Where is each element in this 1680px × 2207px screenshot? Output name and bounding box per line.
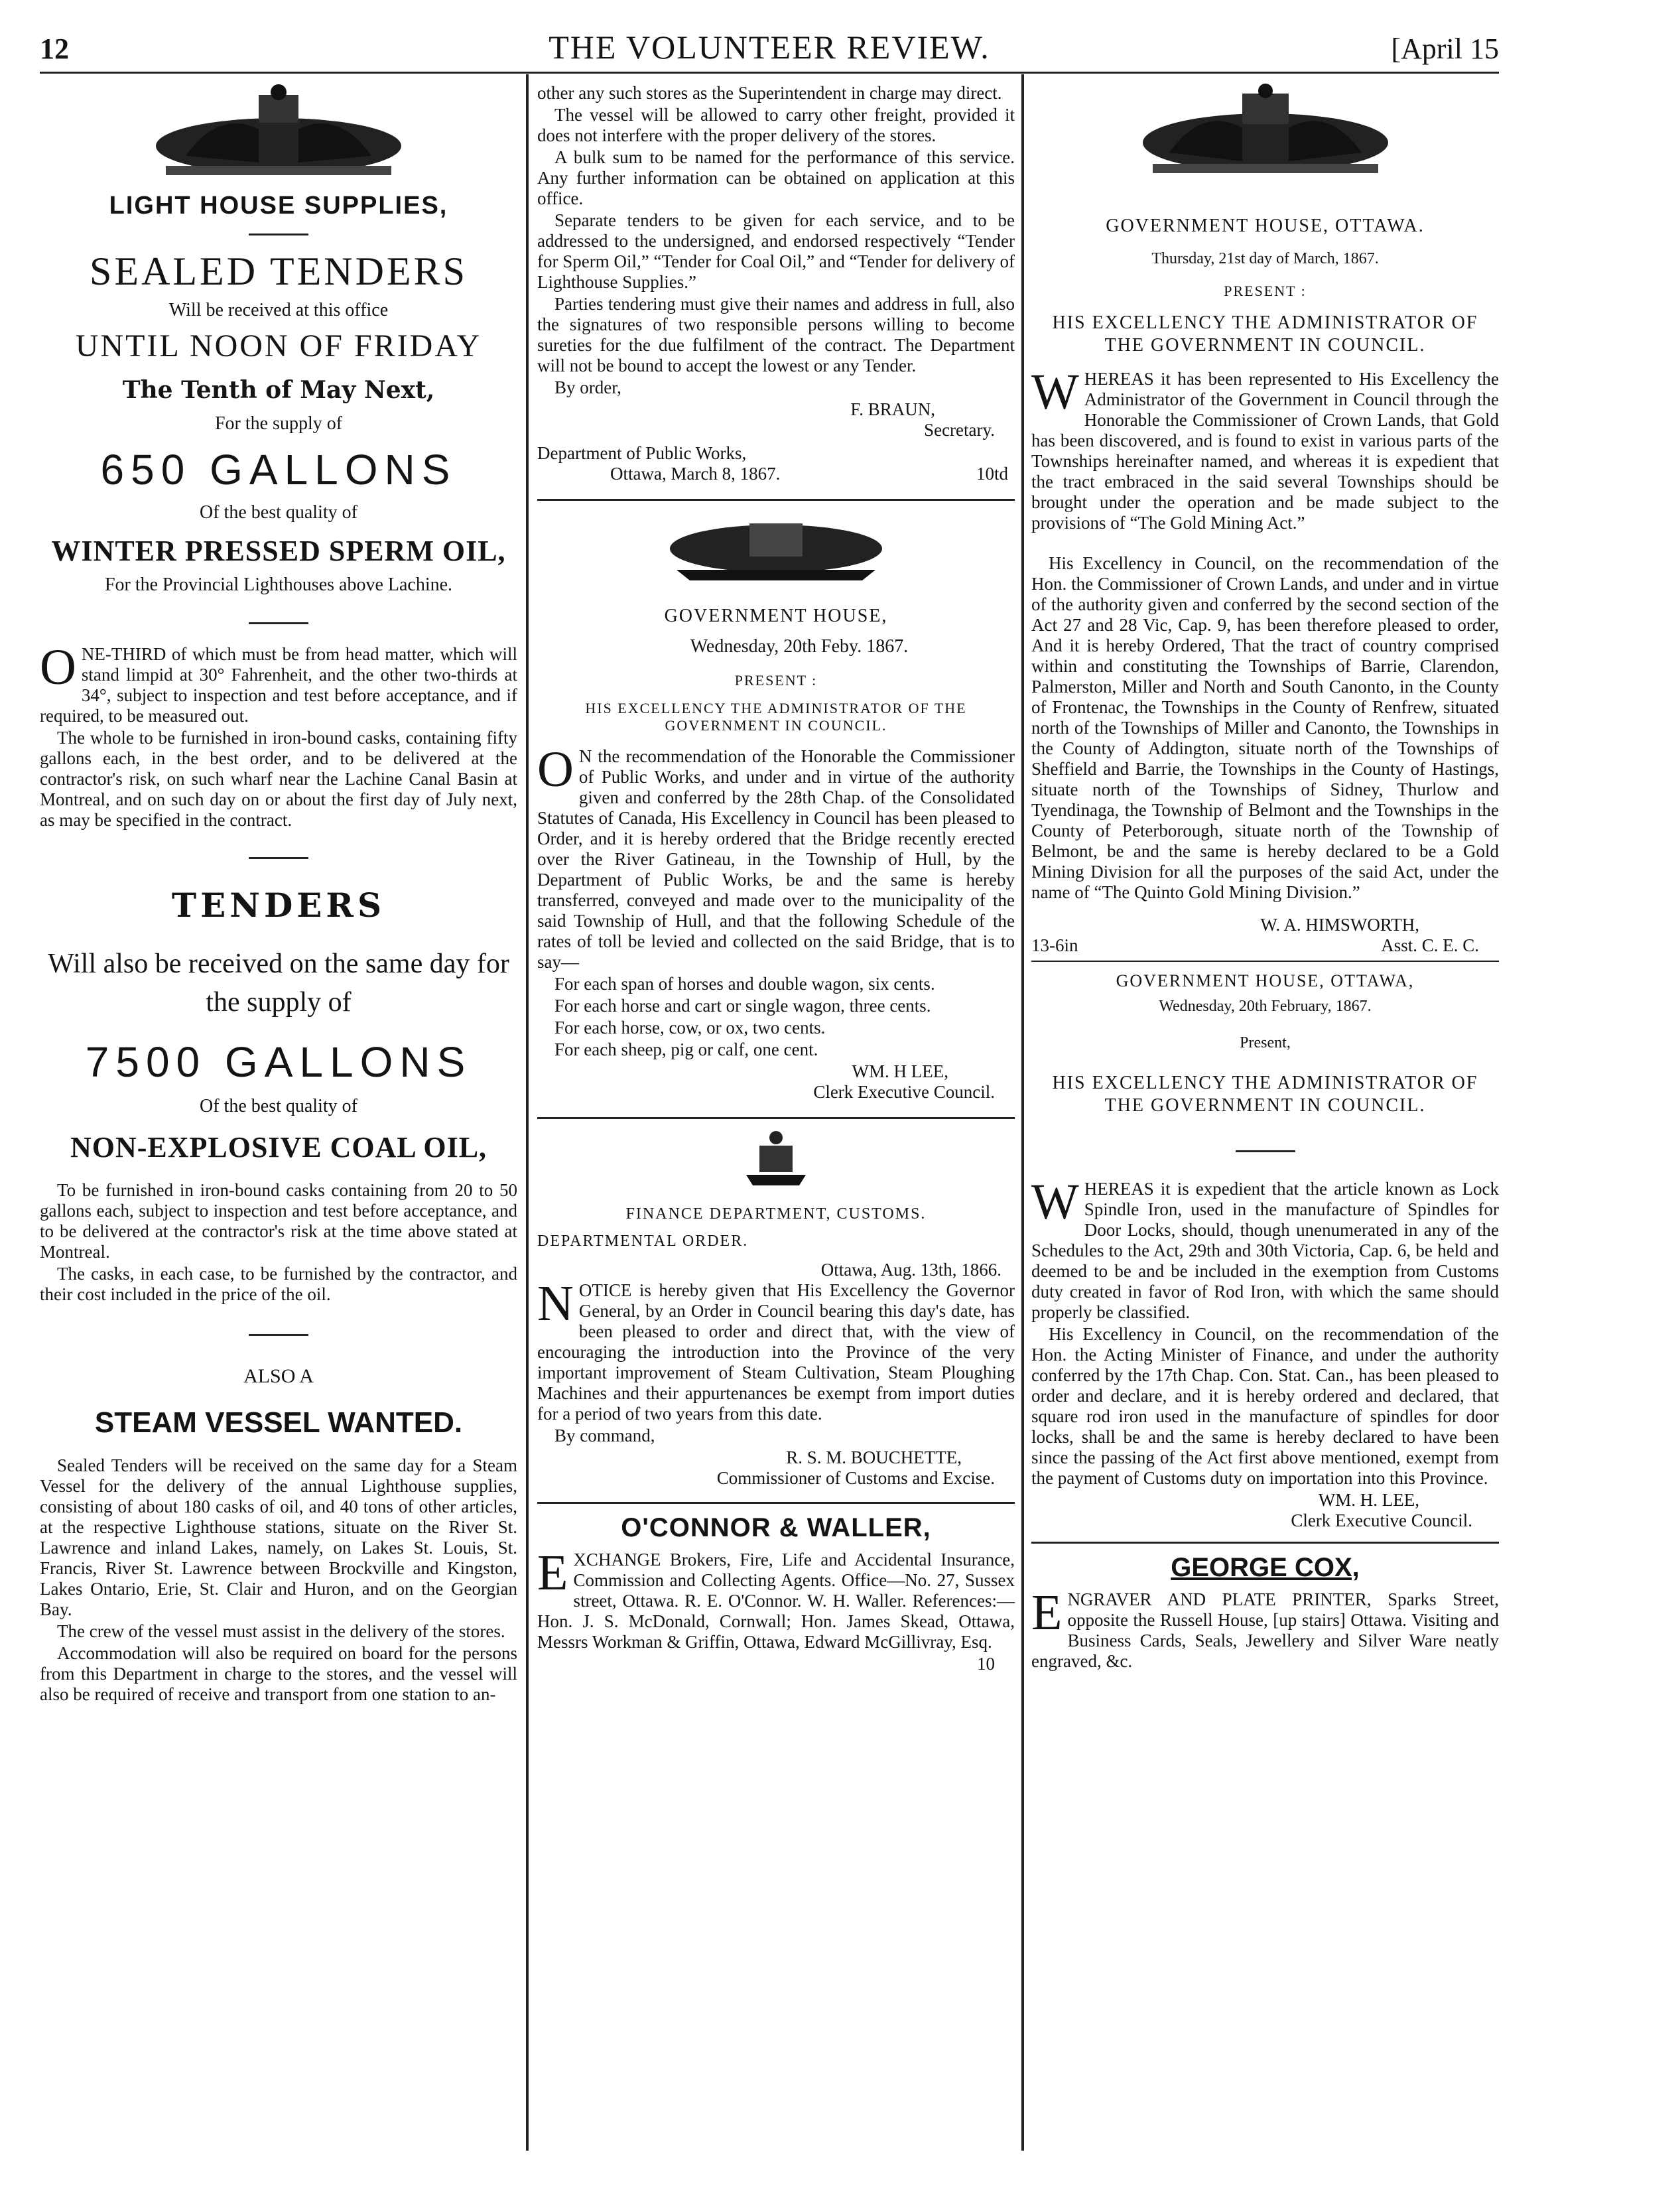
divider <box>537 1117 1015 1119</box>
royal-crest-icon <box>1133 83 1398 182</box>
section-heading: FINANCE DEPARTMENT, CUSTOMS. <box>625 1205 927 1223</box>
headline-quantity: 7500 GALLONS <box>85 1038 472 1086</box>
body-text <box>537 83 1015 398</box>
signature-title: Commissioner of Customs and Excise. <box>716 1468 995 1488</box>
paragraph: HEREAS it has been represented to His Excellency the Administrator of the Government in Council through the Honorable the Commissioner of Crown Lands, that Gold has been discovered, and is found to exist in various parts of the Townships hereinafter named, and whereas it is expedient that the tract embraced in the said several Townships should be brought under the operation and be made subject to the provisions of “The Gold Mining Act.” <box>1031 369 1499 533</box>
headline-sealed-tenders: SEALED TENDERS <box>90 249 468 293</box>
divider <box>537 1502 1015 1504</box>
paragraph: To be furnished in iron-bound casks containing from 20 to 50 gallons each, subject to inspection and test before acceptance, and to be delivered at the contractor's risk at the time above stated at Montreal. <box>40 1180 517 1262</box>
ad-code: 13-6in <box>1031 935 1078 955</box>
by-order: By order, <box>554 377 621 397</box>
body-text <box>1031 364 1499 903</box>
header-rule <box>40 72 1499 74</box>
toll-line: For each horse, cow, or ox, two cents. <box>554 1018 826 1037</box>
subline: Will be received at this office <box>168 300 389 320</box>
drop-cap: E <box>1031 1585 1063 1640</box>
headline-product: WINTER PRESSED SPERM OIL, <box>51 535 506 567</box>
body-text <box>40 639 517 831</box>
toll-line: For each sheep, pig or calf, one cent. <box>554 1039 818 1059</box>
body-text <box>1031 1174 1499 1489</box>
drop-cap: E <box>537 1545 568 1601</box>
toll-line: For each span of horses and double wagon, six cents. <box>554 974 935 994</box>
divider <box>249 1334 308 1336</box>
subline: For the Provincial Lighthouses above Lachine. <box>104 574 453 595</box>
paragraph: Sealed Tenders will be received on the same day for a Steam Vessel for the delivery of the annual Lighthouse supplies, consisting of about 180 casks of oil, and 40 tons of other articles, at the respective Lighthouse stations, situate on the River St. Lawrence and inland Lakes, namely, on Lakes St. Louis, St. Francis, River St. Lawrence between Brockville and Kingston, Lakes Ontario, Erie, St. Clair and Huron, and on the Georgian Bay. <box>40 1455 517 1619</box>
subheadline: Will also be received on the same day for the supply of <box>48 949 509 1018</box>
toll-line: For each horse and cart or single wagon, three cents. <box>554 996 931 1016</box>
headline-steam-vessel: STEAM VESSEL WANTED. <box>94 1406 463 1439</box>
column-1 <box>40 83 517 1706</box>
body-text <box>537 1276 1015 1446</box>
drop-cap: O <box>40 639 76 695</box>
drop-cap: N <box>537 1276 574 1331</box>
column-divider <box>526 74 529 2151</box>
dept-date-line <box>537 464 1015 484</box>
signature-title: Asst. C. E. C. <box>1381 935 1479 955</box>
issue-date: [April 15 <box>1391 33 1499 65</box>
date-line: Ottawa, Aug. 13th, 1866. <box>820 1260 1002 1280</box>
signature-name: WM. H. LEE, <box>1318 1490 1419 1510</box>
drop-cap: W <box>1031 364 1079 420</box>
royal-crest-icon <box>146 83 411 182</box>
page-header <box>40 28 1499 74</box>
section-heading: GOVERNMENT HOUSE, OTTAWA, <box>1116 971 1415 990</box>
present-label: Present, <box>1240 1034 1291 1051</box>
by-command: By command, <box>554 1426 655 1445</box>
paragraph: NGRAVER AND PLATE PRINTER, Sparks Street, opposite the Russell House, [up stairs] Ottawa. Visiting and Business Cards, Seals, Jewellery and Silver Ware neatly engraved, &c. <box>1031 1589 1499 1671</box>
signature-title: Clerk Executive Council. <box>813 1082 995 1102</box>
section-heading: GOVERNMENT HOUSE, <box>664 606 888 626</box>
subline: Of the best quality of <box>200 502 357 523</box>
signature-name: F. BRAUN, <box>850 399 935 419</box>
dept-date: Ottawa, March 8, 1867. <box>610 464 781 484</box>
divider <box>249 857 308 859</box>
ad-code: 10 <box>977 1654 995 1674</box>
drop-cap: O <box>537 742 574 797</box>
advertisement-body <box>537 1545 1015 1674</box>
divider <box>1236 1150 1295 1152</box>
column-2 <box>537 83 1015 1674</box>
subline: Of the best quality of <box>200 1096 357 1116</box>
present-label: PRESENT : <box>734 672 818 689</box>
headline-quantity: 650 GALLONS <box>100 446 457 494</box>
signature-name: WM. H LEE, <box>852 1061 948 1081</box>
administrator-line: HIS EXCELLENCY THE ADMINISTRATOR OF THE GOVERNMENT IN COUNCIL. <box>1052 1073 1478 1116</box>
divider <box>537 499 1015 501</box>
signature-name: R. S. M. BOUCHETTE, <box>786 1447 962 1467</box>
present-label: PRESENT : <box>1224 283 1307 299</box>
section-heading: LIGHT HOUSE SUPPLIES, <box>109 192 448 220</box>
paragraph: A bulk sum to be named for the performance of this service. Any further information can be obtained on application at this office. <box>537 147 1015 208</box>
dept-line: Department of Public Works, <box>537 443 747 463</box>
advertisement-body <box>1031 1585 1499 1672</box>
divider <box>249 622 308 624</box>
date-line: Wednesday, 20th February, 1867. <box>1159 998 1372 1015</box>
body-text <box>40 1455 517 1705</box>
signature-name: W. A. HIMSWORTH, <box>1260 915 1419 935</box>
paragraph: The whole to be furnished in iron-bound casks, containing fifty gallons each, in the best order, and to be delivered at the contractor's risk, on such wharf near the Lachine Canal Basin at Montreal, and on such day on or about the first day of July next, as may be specified in the contract. <box>40 728 517 830</box>
masthead-title: THE VOLUNTEER REVIEW. <box>549 29 990 66</box>
administrator-line: HIS EXCELLENCY THE ADMINISTRATOR OF THE GOVERNMENT IN COUNCIL. <box>585 700 967 734</box>
paragraph: NE-THIRD of which must be from head matter, which will stand limpid at 30° Fahrenheit, and the other two-thirds at 34°, subject to inspection and test before acceptance, and if required, to be measured out. <box>40 644 517 726</box>
paragraph: Accommodation will also be required on board for the persons from this Department in charge to the stores, and the vessel will also be required of receive and transport from one station to an- <box>40 1643 517 1704</box>
headline-tenders: TENDERS <box>171 886 386 925</box>
body-text <box>537 742 1015 1060</box>
small-crest-icon <box>743 1128 809 1188</box>
section-heading: GOVERNMENT HOUSE, OTTAWA. <box>1106 216 1425 236</box>
subheading: DEPARTMENTAL ORDER. <box>537 1233 749 1250</box>
advertisement-title: O'CONNOR & WALLER, <box>621 1513 931 1542</box>
paragraph: OTICE is hereby given that His Excellency the Governor General, by an Order in Council bearing this day's date, has been pleased to order and direct that, with the view of encouraging the introduction into the Province of the very important improvement of Steam Cultivation, Steam Ploughing Machines and their appurtenances be exempt from import duties for a period of two years from this date. <box>537 1280 1015 1424</box>
paragraph: His Excellency in Council, on the recommendation of the Hon. the Commissioner of Crown Lands, and under and in virtue of the authority given and conferred by the second section of the Act 27 and 28 Vic, Cap. 9, has been therefore pleased to order, And it is hereby Ordered, That the tract of country comprised within and constituting the Townships of Barrie, Clarendon, Palmerston, Miller and North and South Canonto, in the County of Frontenac, the Townships in the County of Renfrew, situated north of the Townships of Miller and Canonto, the Townships in the County of Addington, situate north of the Townships of Sheffield and Barrie, the Townships in the County of Hastings, situate north of the Townships of Sidney, Thurlow and Tyendinaga, the Township of Belmont and the Townships in the County of Peterborough, situate north of the Township of Belmont, be and the same is hereby declared to be a Gold Mining Division for all the purposes of the said Act, under the name of “The Quinto Gold Mining Division.” <box>1031 553 1499 902</box>
column-divider <box>1021 74 1024 2151</box>
drop-cap: W <box>1031 1174 1079 1230</box>
paragraph: The casks, in each case, to be furnished by the contractor, and their cost included in the price of the oil. <box>40 1264 517 1304</box>
advertisement-title: GEORGE COX, <box>1171 1553 1360 1582</box>
paragraph: other any such stores as the Superintendent in charge may direct. <box>537 83 1002 103</box>
paragraph: The crew of the vessel must assist in the delivery of the stores. <box>57 1621 505 1641</box>
date-line: The Tenth of May Next, <box>122 376 435 404</box>
paragraph: Parties tendering must give their names and address in full, also the signatures of two responsible persons willing to become sureties for the due fulfilment of the contract. The Department will not be bound to accept the lowest or any Tender. <box>537 294 1015 375</box>
paragraph: HEREAS it is expedient that the article known as Lock Spindle Iron, used in the manufacture of Spindles for Door Locks, should, though unenumerated in any of the Schedules to the Act, 29th and 30th Victoria, Cap. 6, be held and deemed to be and be included in the exemption from Customs duty created in favor of Rod Iron, with which the same should properly be classified. <box>1031 1179 1499 1322</box>
date-line: Thursday, 21st day of March, 1867. <box>1151 250 1379 267</box>
column-3 <box>1031 83 1499 1673</box>
headline-until-noon: UNTIL NOON OF FRIDAY <box>75 328 482 364</box>
signature-title: Clerk Executive Council. <box>1291 1510 1472 1530</box>
paragraph: Separate tenders to be given for each service, and to be addressed to the undersigned, and endorsed respectively “Tender for Sperm Oil,” “Tender for Coal Oil,” and “Tender for delivery of Lighthouse Supplies.” <box>537 210 1015 292</box>
code-line <box>1031 935 1499 957</box>
subline: For the supply of <box>214 413 343 434</box>
ad-code: 10td <box>976 464 1008 484</box>
paragraph: N the recommendation of the Honorable the Commissioner of Public Works, and under and in virtue of the authority given and conferred by the 28th Chap. of the Consolidated Statutes of Canada, His Excellency in Council has been pleased to Order, and it is hereby ordered that the Bridge recently erected over the River Gatineau, in the Township of Hull, by the Department of Public Works, be and the same is hereby transferred, conveyed and made over to the municipality of the said Township of Hull, and that the following Schedule of the rates of toll be levied and collected on the said Bridge, that is to say— <box>537 746 1015 972</box>
signature-title: Secretary. <box>924 420 995 440</box>
ornament-crest-icon <box>663 517 889 583</box>
paragraph: XCHANGE Brokers, Fire, Life and Accidental Insurance, Commission and Collecting Agents. Office—No. 27, Sussex street, Ottawa. R. E. O'Connor. W. H. Waller. References:—Hon. J. S. McDonald, Cornwall; Hon. James Skead, Ottawa, Messrs Workman & Griffin, Ottawa, Edward McGillivray, Esq. <box>537 1550 1015 1652</box>
body-text <box>40 1180 517 1305</box>
paragraph: The vessel will be allowed to carry other freight, provided it does not interfere with the proper delivery of the stores. <box>537 105 1015 145</box>
administrator-line: HIS EXCELLENCY THE ADMINISTRATOR OF THE GOVERNMENT IN COUNCIL. <box>1052 312 1478 356</box>
divider <box>1031 961 1499 962</box>
divider <box>1031 1542 1499 1544</box>
subline: ALSO A <box>243 1365 314 1387</box>
page-number: 12 <box>40 33 69 65</box>
headline-product: NON-EXPLOSIVE COAL OIL, <box>70 1131 487 1164</box>
paragraph: His Excellency in Council, on the recommendation of the Hon. the Acting Minister of Finance, and under the authority conferred by the 17th Chap. Con. Stat. Can., has been pleased to order and declare, and it is hereby ordered and declared, that square rod iron used in the manufacture of spindles for door locks, shall be and the same is hereby declared to have been since the passing of the Act first above mentioned, exempt from the payment of Customs duty on importation into this Province. <box>1031 1324 1499 1488</box>
date-line: Wednesday, 20th Feby. 1867. <box>690 636 909 657</box>
divider <box>249 234 308 235</box>
